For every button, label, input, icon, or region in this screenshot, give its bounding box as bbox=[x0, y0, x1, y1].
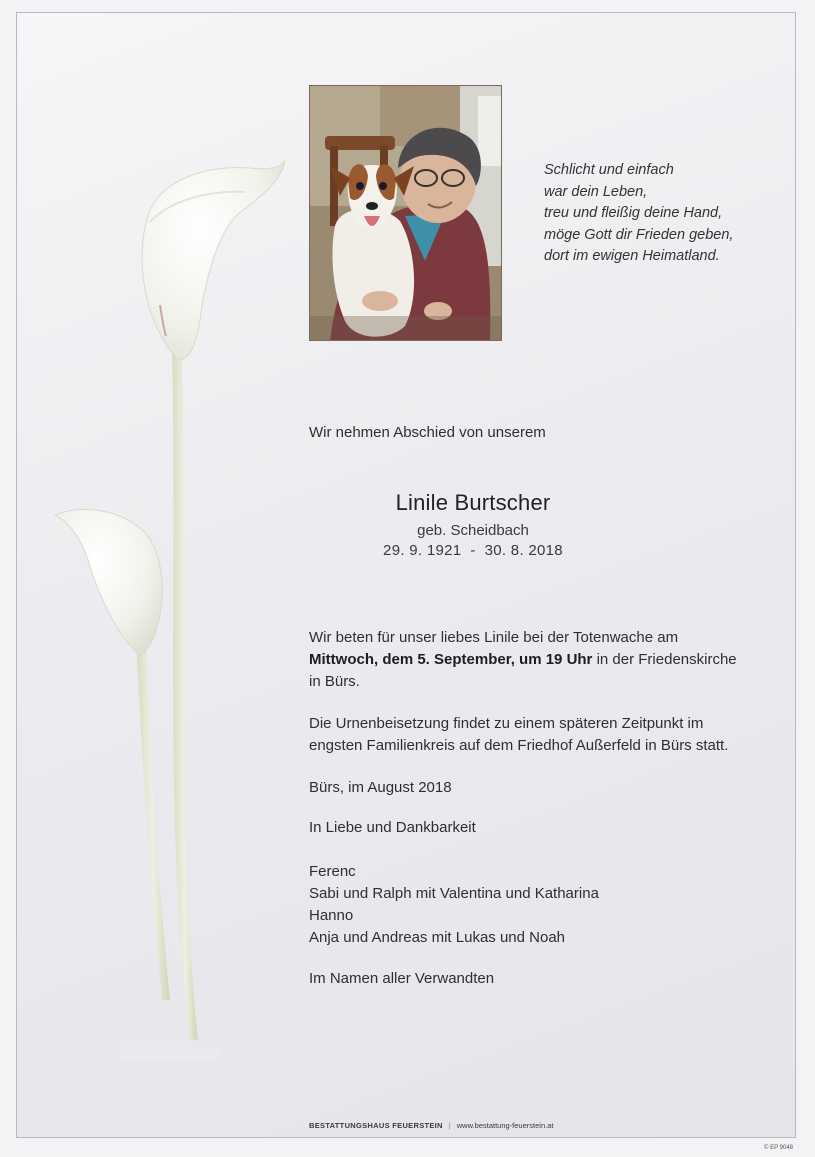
birth-name: geb. Scheidbach bbox=[417, 522, 529, 539]
urn-paragraph bbox=[309, 713, 779, 757]
closing-text: In Liebe und Dankbarkeit bbox=[309, 819, 476, 836]
family-member: Ferenc bbox=[309, 863, 356, 880]
life-dates: 29. 9. 1921 - 30. 8. 2018 bbox=[383, 542, 563, 559]
print-code: © EP 9048 bbox=[764, 1145, 793, 1151]
urn-line-2: engsten Familienkreis auf dem Friedhof Außerfeld in Bürs statt. bbox=[309, 737, 729, 754]
poem-line: möge Gott dir Frieden geben, bbox=[544, 226, 734, 243]
footer-separator: | bbox=[448, 1121, 451, 1130]
wake-line-1: Wir beten für unser liebes Linile bei der Totenwache am bbox=[309, 629, 679, 646]
relatives-text: Im Namen aller Verwandten bbox=[309, 970, 495, 987]
intro-text: Wir nehmen Abschied von unserem bbox=[309, 424, 546, 441]
poem-line: war dein Leben, bbox=[544, 183, 648, 200]
wake-datetime: Mittwoch, dem 5. September, um 19 Uhr bbox=[309, 651, 593, 668]
poem-line: dort im ewigen Heimatland. bbox=[544, 248, 720, 264]
wake-location: in der Friedenskirche bbox=[592, 651, 737, 668]
wake-line-2 bbox=[309, 649, 779, 671]
wake-line-3: in Bürs. bbox=[309, 673, 360, 690]
family-member: Hanno bbox=[309, 907, 354, 924]
wake-paragraph bbox=[309, 627, 779, 693]
funeral-home-url[interactable]: www.bestattung-feuerstein.at bbox=[456, 1121, 554, 1130]
funeral-home-name: BESTATTUNGSHAUS FEUERSTEIN bbox=[309, 1121, 443, 1130]
family-list bbox=[309, 861, 779, 949]
footer bbox=[309, 1121, 553, 1130]
urn-line-1: Die Urnenbeisetzung findet zu einem späteren Zeitpunkt im bbox=[309, 715, 704, 732]
deceased-name: Linile Burtscher bbox=[395, 490, 551, 515]
place-date: Bürs, im August 2018 bbox=[309, 779, 452, 796]
poem-line: Schlicht und einfach bbox=[544, 162, 674, 178]
poem-line: treu und fleißig deine Hand, bbox=[544, 205, 723, 221]
family-member: Sabi und Ralph mit Valentina und Katharina bbox=[309, 885, 599, 902]
poem bbox=[544, 160, 784, 268]
portrait-photo bbox=[309, 85, 502, 341]
family-member: Anja und Andreas mit Lukas und Noah bbox=[309, 929, 566, 946]
